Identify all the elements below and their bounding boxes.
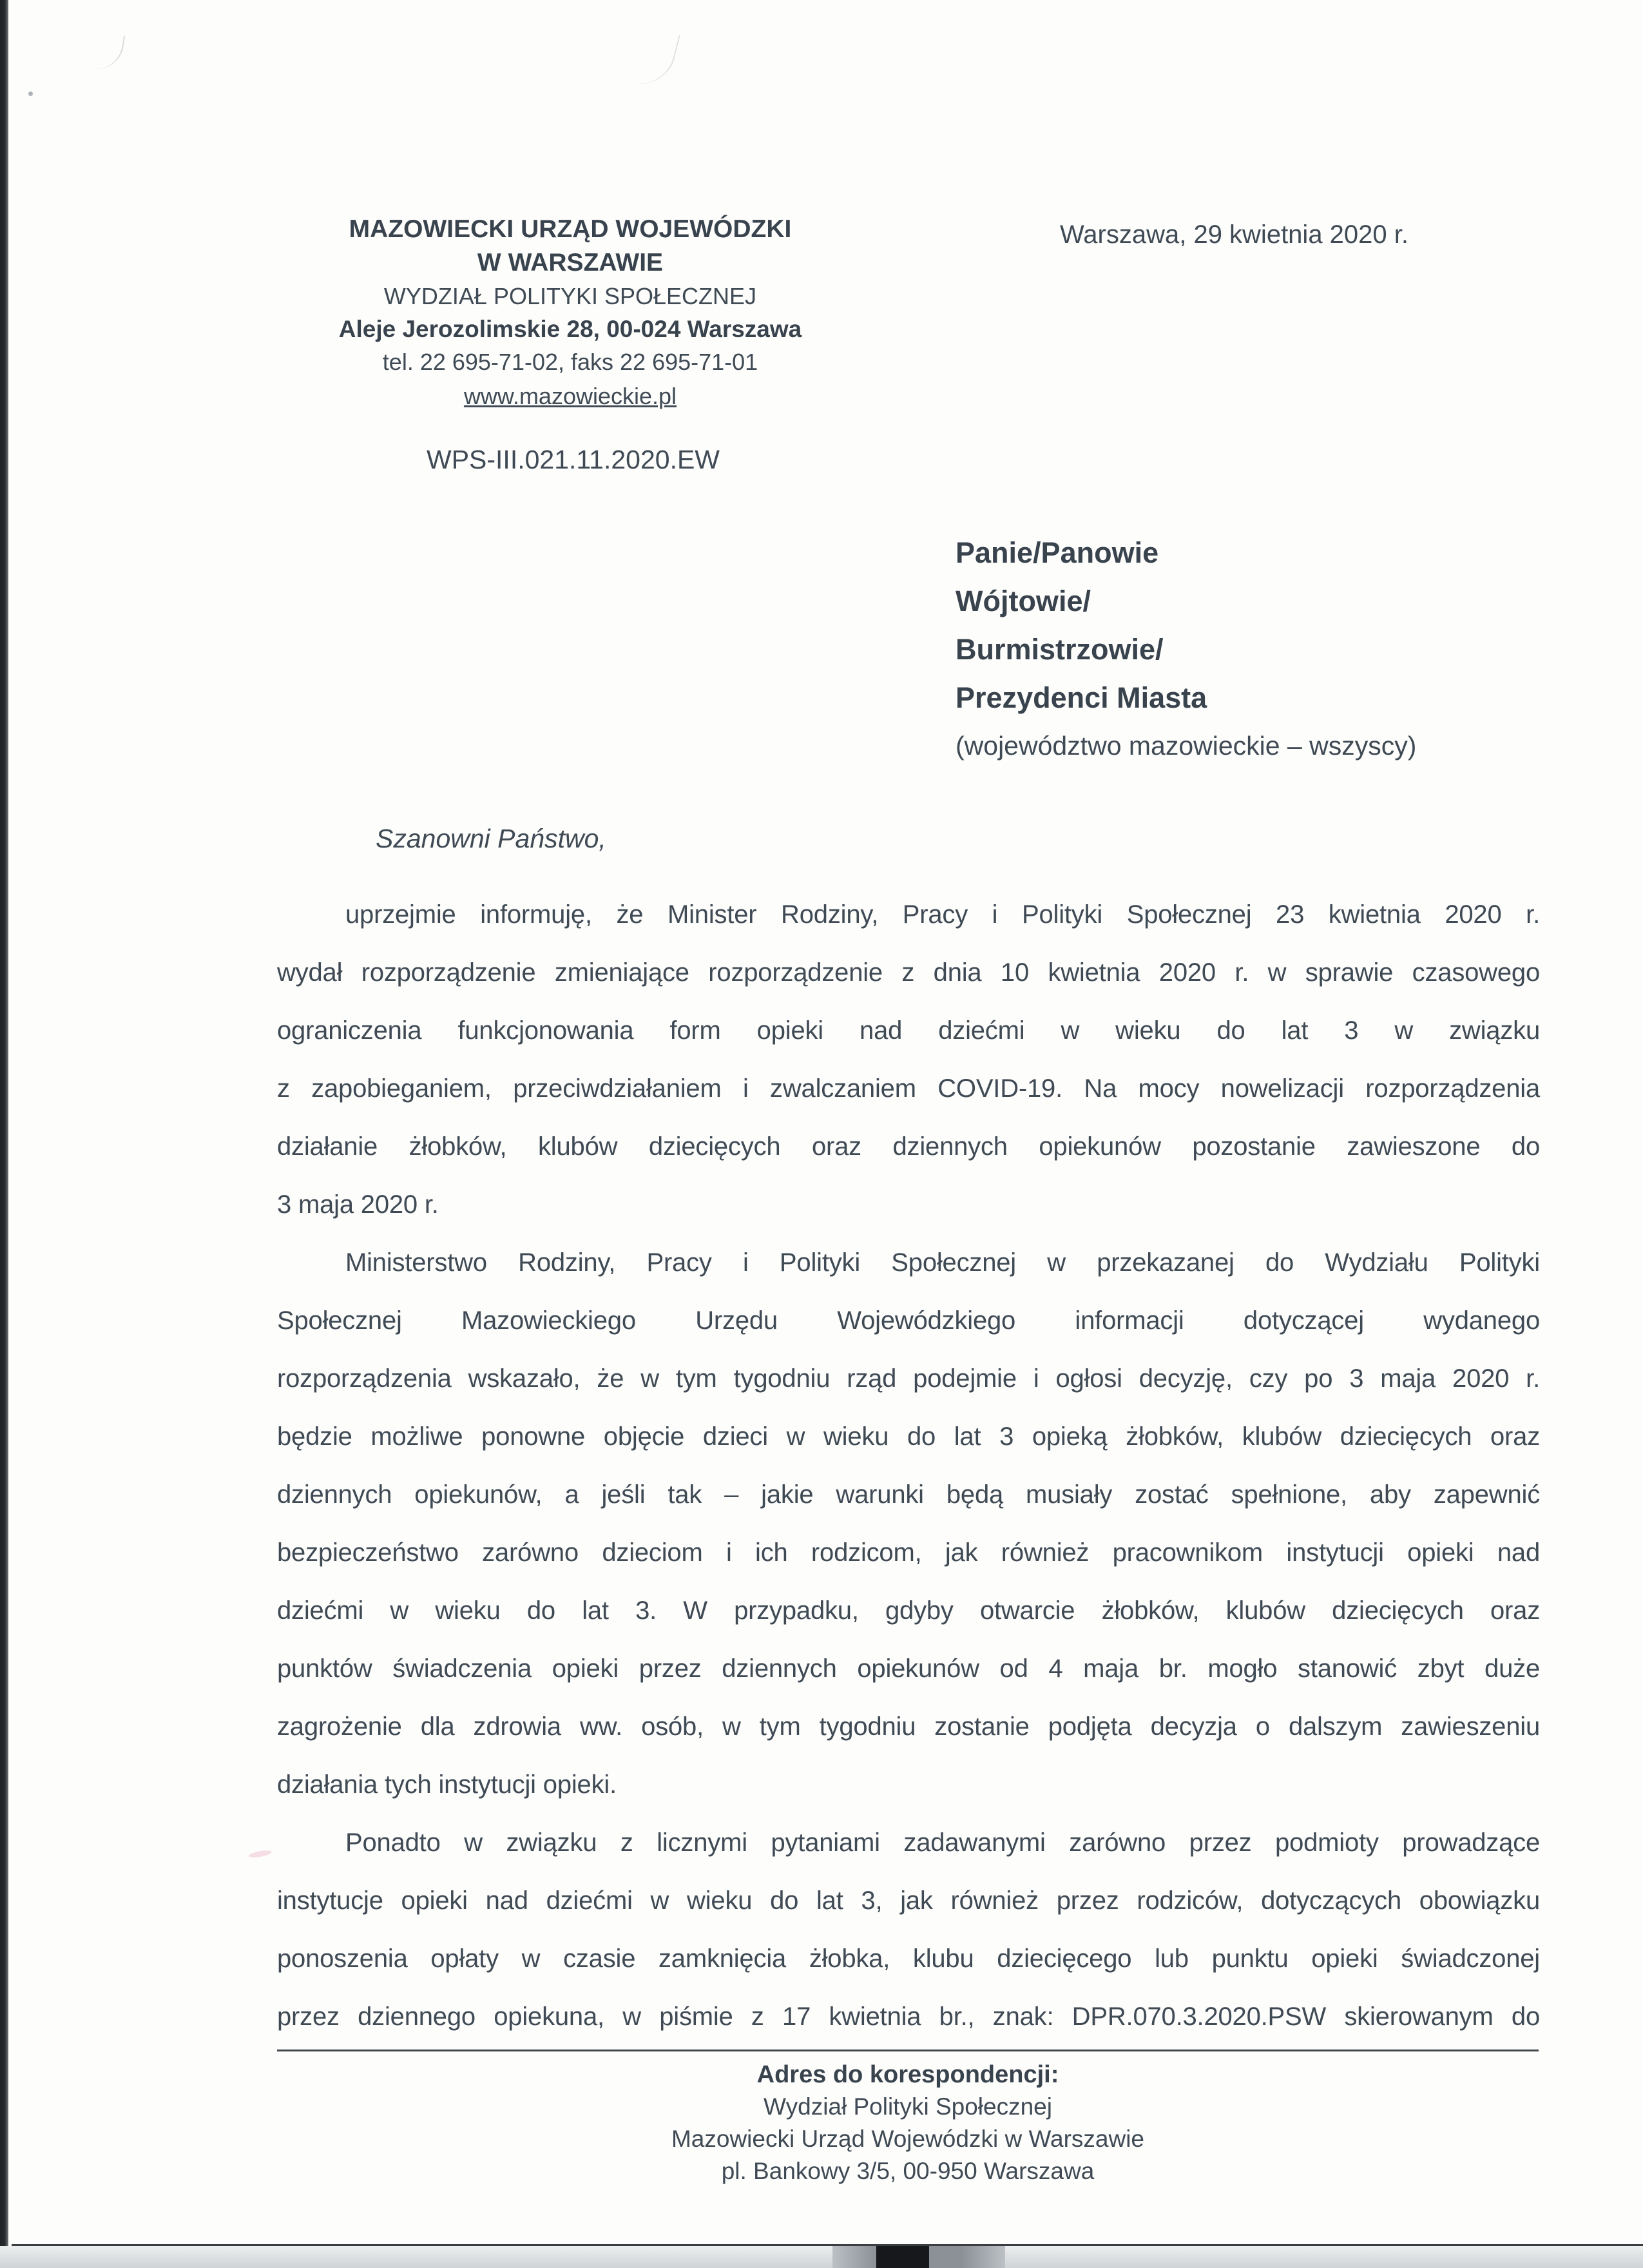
body-line: działanie żłobków, klubów dziecięcych oraz dziennych opiekunów pozostanie zawieszone do xyxy=(277,1132,1540,1161)
footer-line: pl. Bankowy 3/5, 00-950 Warszawa xyxy=(721,2158,1095,2184)
letterhead-address: Aleje Jerozolimskie 28, 00-024 Warszawa xyxy=(338,316,802,342)
body-line: bezpieczeństwo zarówno dzieciom i ich rodzicom, jak również pracownikom instytucji opieki nad xyxy=(277,1538,1540,1567)
scan-bottom-strip xyxy=(0,2246,1643,2268)
reference-number: WPS-III.021.11.2020.EW xyxy=(427,445,720,474)
salutation: Szanowni Państwo, xyxy=(376,824,606,853)
scan-smudge-artifact xyxy=(625,24,680,91)
body-line: dziennych opiekunów, a jeśli tak – jakie warunki będą musiały zostać spełnione, aby zapewnić xyxy=(277,1480,1540,1509)
body-line: 3 maja 2020 r. xyxy=(277,1190,439,1219)
letterhead-phone-fax: tel. 22 695-71-02, faks 22 695-71-01 xyxy=(382,349,758,375)
addressee-line: Wójtowie/ xyxy=(956,585,1091,617)
scan-speck-artifact xyxy=(28,92,33,96)
body-line: instytucje opieki nad dziećmi w wieku do lat 3, jak również przez rodziców, dotyczących obowiązku xyxy=(277,1886,1540,1915)
date-line: Warszawa, 29 kwietnia 2020 r. xyxy=(1060,220,1408,249)
body-line: wydał rozporządzenie zmieniające rozporządzenie z dnia 10 kwietnia 2020 r. w sprawie czasowego xyxy=(277,958,1540,987)
footer-line: Wydział Polityki Społecznej xyxy=(764,2093,1052,2120)
footer-heading: Adres do korespondencji: xyxy=(756,2061,1059,2088)
footer-divider xyxy=(277,2050,1539,2051)
letter-body xyxy=(277,886,1540,2046)
body-line: przez dziennego opiekuna, w piśmie z 17 kwietnia br., znak: DPR.070.3.2020.PSW skierowanym do xyxy=(277,2002,1540,2031)
scan-binder-clip-core xyxy=(876,2246,929,2268)
body-line: Społecznej Mazowieckiego Urzędu Wojewódzkiego informacji dotyczącej wydanego xyxy=(277,1306,1540,1335)
body-line: uprzejmie informuję, że Minister Rodziny, Pracy i Polityki Społecznej 23 kwietnia 2020 r. xyxy=(345,900,1540,929)
addressee-note: (województwo mazowieckie – wszyscy) xyxy=(956,731,1417,761)
body-line: punktów świadczenia opieki przez dziennych opiekunów od 4 maja br. mogło stanowić zbyt duże xyxy=(277,1654,1540,1683)
body-line: rozporządzenia wskazało, że w tym tygodniu rząd podejmie i ogłosi decyzję, czy po 3 maja 2020 r. xyxy=(277,1364,1540,1393)
body-line: będzie możliwe ponowne objęcie dzieci w wieku do lat 3 opieką żłobków, klubów dziecięcych oraz xyxy=(277,1422,1540,1451)
footer-block xyxy=(277,2059,1539,2187)
letterhead xyxy=(274,213,867,414)
scan-edge-shadow xyxy=(0,0,8,2268)
body-line: zagrożenie dla zdrowia ww. osób, w tym tygodniu zostanie podjęta decyzja o dalszym zawieszeniu xyxy=(277,1712,1540,1741)
body-line: Ponadto w związku z licznymi pytaniami zadawanymi zarówno przez podmioty prowadzące xyxy=(345,1828,1540,1857)
footer-line: Mazowiecki Urząd Wojewódzki w Warszawie xyxy=(671,2126,1145,2152)
body-line: Ministerstwo Rodziny, Pracy i Polityki Społecznej w przekazanej do Wydziału Polityki xyxy=(345,1248,1540,1277)
body-line: ograniczenia funkcjonowania form opieki nad dziećmi w wieku do lat 3 w związku xyxy=(277,1016,1540,1045)
letterhead-website-link: www.mazowieckie.pl xyxy=(463,383,677,409)
scan-pink-mark-artifact xyxy=(248,1849,272,1859)
addressee-line: Panie/Panowie xyxy=(956,536,1159,569)
addressee-line: Prezydenci Miasta xyxy=(956,681,1207,714)
body-line: dziećmi w wieku do lat 3. W przypadku, gdyby otwarcie żłobków, klubów dziecięcych oraz xyxy=(277,1596,1540,1625)
body-line: ponoszenia opłaty w czasie zamknięcia żłobka, klubu dziecięcego lub punktu opieki świadczonej xyxy=(277,1944,1540,1973)
body-line: z zapobieganiem, przeciwdziałaniem i zwalczaniem COVID-19. Na mocy nowelizacji rozporządzenia xyxy=(277,1074,1540,1103)
addressee-block xyxy=(956,528,1416,770)
letterhead-org-line1: MAZOWIECKI URZĄD WOJEWÓDZKI xyxy=(349,215,792,243)
addressee-line: Burmistrzowie/ xyxy=(956,633,1164,666)
letterhead-org-line2: W WARSZAWIE xyxy=(477,249,664,276)
letterhead-department: WYDZIAŁ POLITYKI SPOŁECZNEJ xyxy=(383,283,757,309)
body-line: działania tych instytucji opieki. xyxy=(277,1770,617,1799)
scan-smudge-artifact xyxy=(93,32,126,73)
